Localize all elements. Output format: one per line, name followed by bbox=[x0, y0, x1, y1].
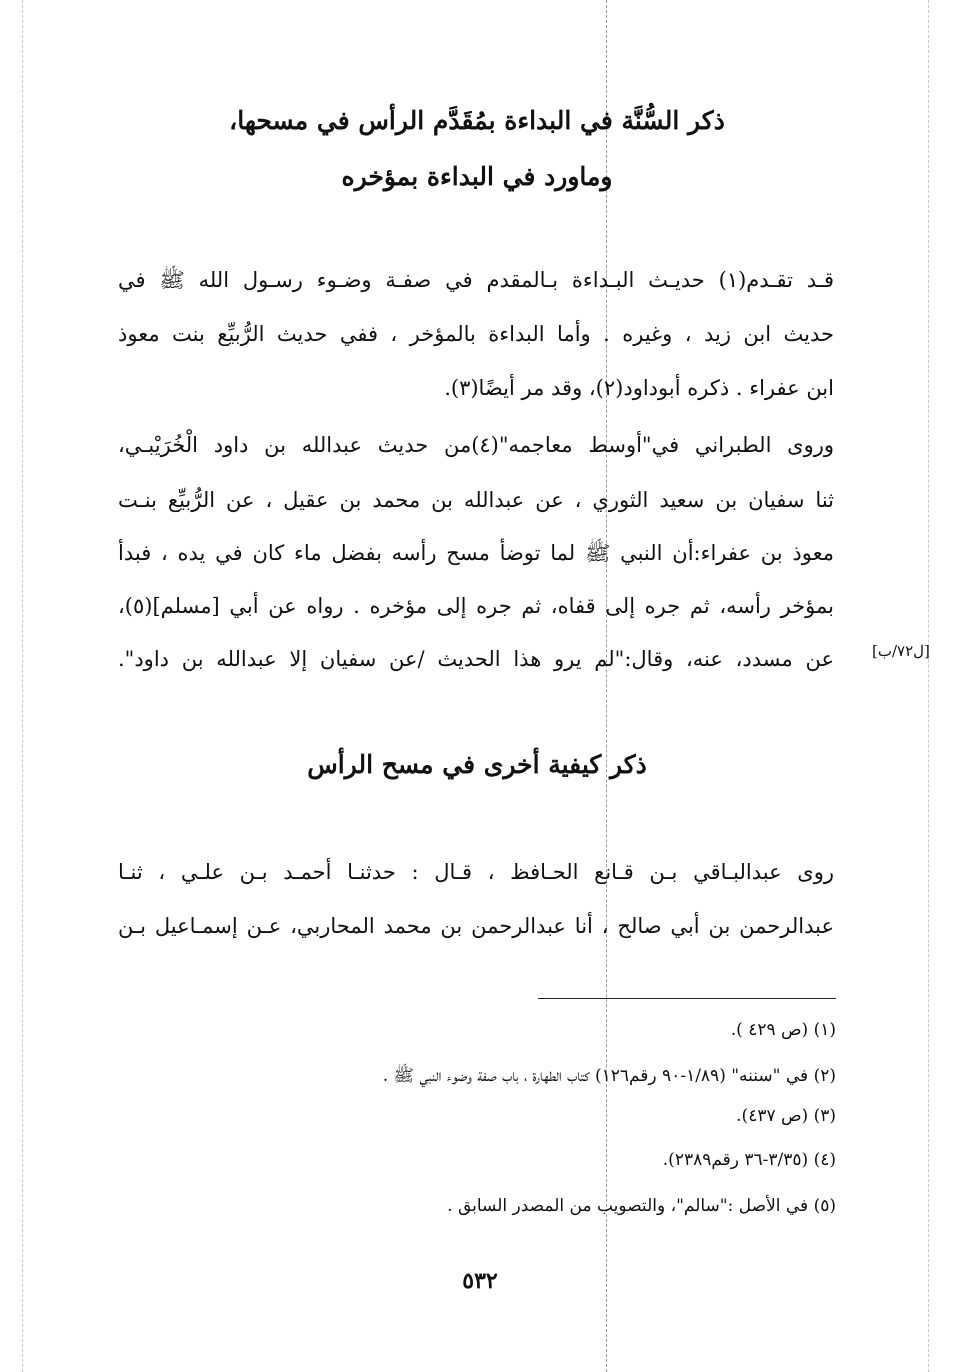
footnote: (٣) (ص ٤٣٧). bbox=[736, 1106, 836, 1126]
paragraph-line: معوذ بن عفراء:أن النبي ﷺ لما توضأ مسح رأسه بفضل ماء كان في يده ، فبدأ bbox=[118, 541, 834, 565]
footnote: (٢) في "سننه" (١/٨٩-٩٠ رقم١٢٦) كتاب الطهارة ، باب صفة وضوء النبي ﷺ . bbox=[382, 1066, 836, 1086]
paragraph-line: قـد تقـدم(١) حديـث البـداءة بـالمقدم في صفـة وضـوء رسـول الله ﷺ في bbox=[118, 268, 834, 292]
paragraph-line: حديث ابن زيد ، وغيره . وأما البداءة بالمؤخر ، ففي حديث الرُّبيِّع بنت معوذ bbox=[118, 322, 834, 346]
footnote: (٤) (٣/٣٥-٣٦ رقم٢٣٨٩). bbox=[662, 1150, 836, 1170]
footnote: (١) (ص ٤٢٩ ). bbox=[730, 1020, 836, 1040]
paragraph-line: بمؤخر رأسه، ثم جره إلى قفاه، ثم جره إلى مؤخره . رواه عن أبي [مسلم](٥)، bbox=[118, 594, 834, 618]
paragraph-line: عن مسدد، عنه، وقال:"لم يرو هذا الحديث /عن سفيان إلا عبدالله بن داود". bbox=[118, 647, 834, 671]
footnote-separator bbox=[538, 998, 836, 999]
scan-edge-right bbox=[928, 0, 929, 1372]
paragraph-line: ثنا سفيان بن سعيد الثوري ، عن عبدالله بن محمد بن عقيل ، عن الرُّبيِّع بنـت bbox=[118, 488, 834, 512]
margin-folio-note: [ل٧٢/ب] bbox=[872, 642, 930, 660]
paragraph-line: روى عبدالبـاقي بـن قـانع الحـافظ ، قـال : حدثنـا أحمـد بـن علـي ، ثنـا bbox=[118, 860, 834, 884]
section-heading-line-2: وماورد في البداءة بمؤخره bbox=[341, 162, 613, 191]
page-number: ٥٣٢ bbox=[462, 1268, 498, 1294]
scan-edge-left bbox=[22, 0, 23, 1372]
section-heading-2: ذكر كيفية أخرى في مسح الرأس bbox=[307, 750, 647, 779]
paragraph-line: عبدالرحمن بن أبي صالح ، أنا عبدالرحمن بن محمد المحاربي، عـن إسمـاعيل بـن bbox=[118, 914, 834, 938]
paragraph-line: ابن عفراء . ذكره أبوداود(٢)، وقد مر أيضًا(٣). bbox=[444, 376, 834, 400]
paragraph-line: وروى الطبراني في"أوسط معاجمه"(٤)من حديث عبدالله بن داود الْخُرَيْبـي، bbox=[118, 433, 835, 457]
section-heading-line-1: ذكر السُّنَّة في البداءة بمُقَدَّم الرأس في مسحها، bbox=[229, 106, 725, 135]
footnote: (٥) في الأصل :"سالم"، والتصويب من المصدر السابق . bbox=[447, 1196, 836, 1216]
